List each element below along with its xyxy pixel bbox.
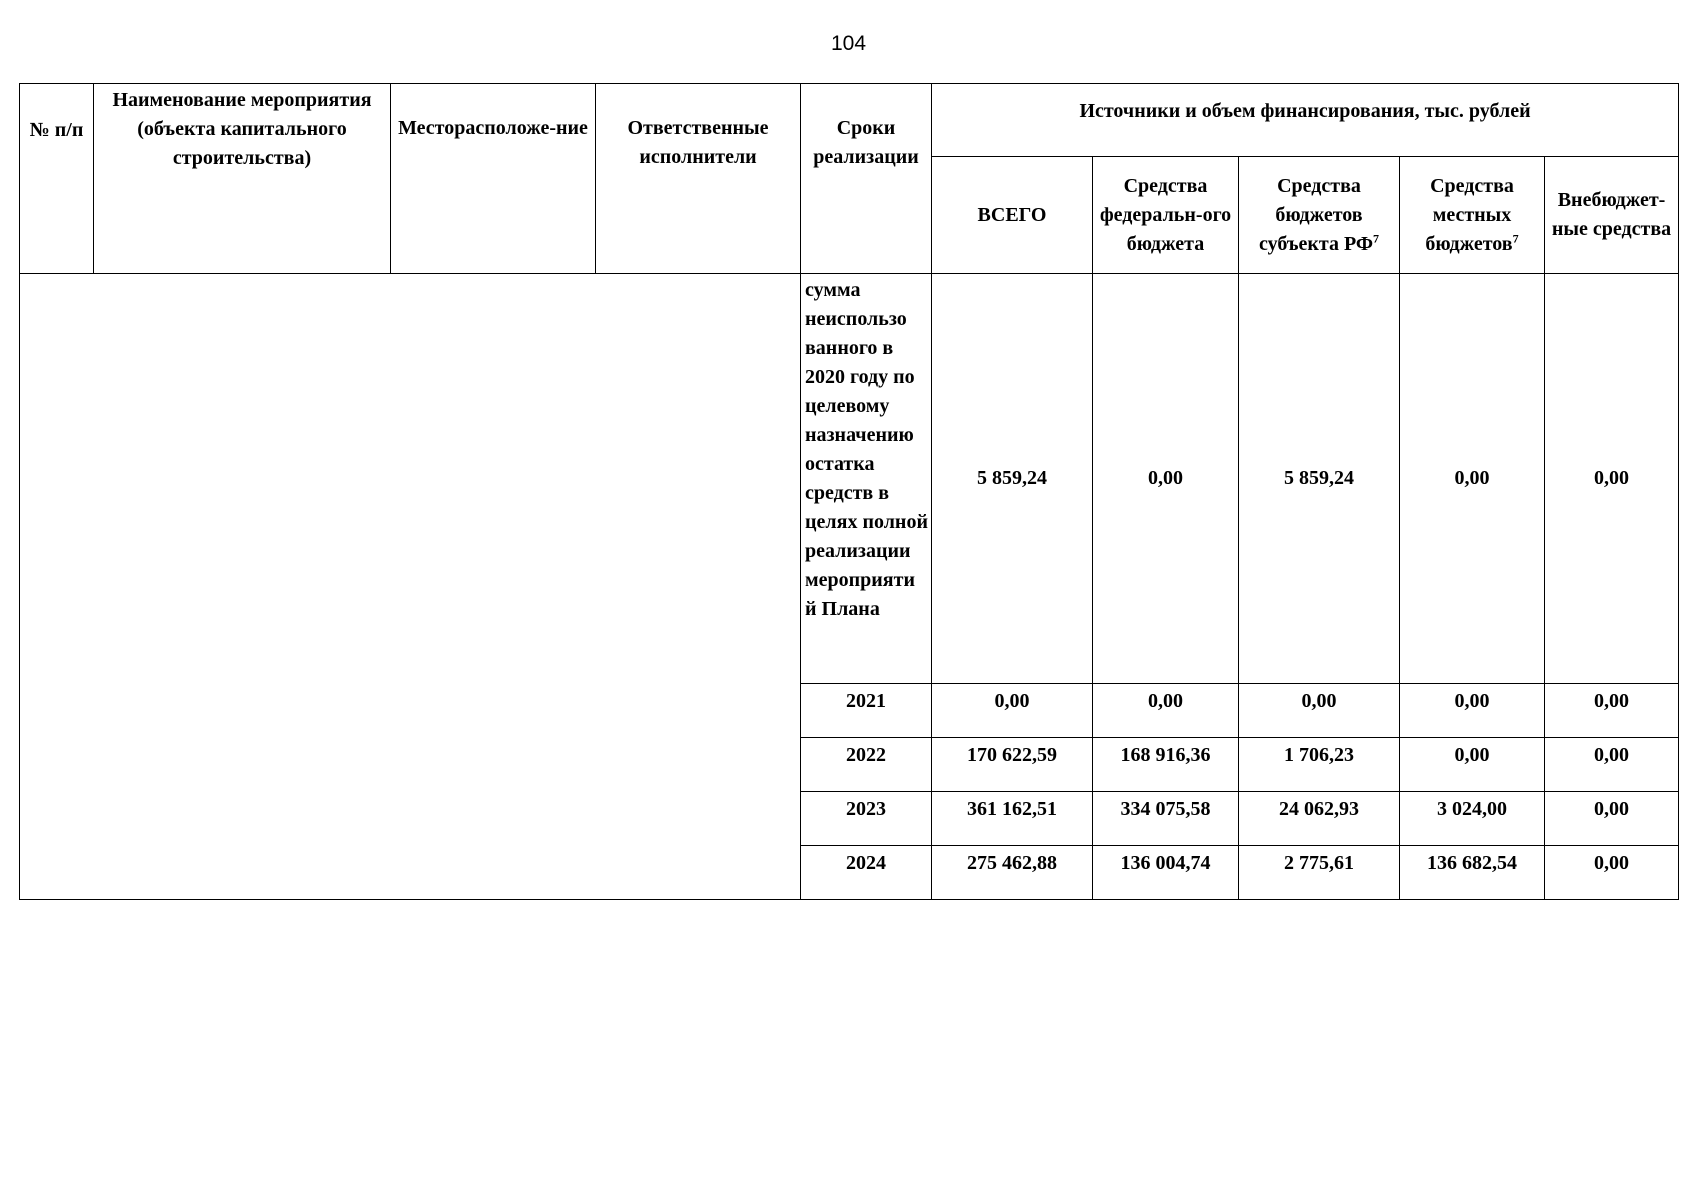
row-term: 2024 [801, 846, 932, 900]
row-federal: 0,00 [1093, 684, 1239, 738]
row-regional: 1 706,23 [1239, 738, 1400, 792]
row-total: 0,00 [932, 684, 1093, 738]
row-term: 2022 [801, 738, 932, 792]
header-regional [1239, 157, 1400, 274]
row-regional: 0,00 [1239, 684, 1400, 738]
header-regional-footnote: 7 [1373, 230, 1380, 245]
row-local: 3 024,00 [1400, 792, 1545, 846]
table-row [20, 274, 1679, 684]
row-regional: 5 859,24 [1239, 274, 1400, 684]
row-term: сумма неиспользо ванного в 2020 году по целевому назначению остатка средств в целях полной реализации мероприяти й Плана [801, 274, 932, 684]
row-total: 5 859,24 [932, 274, 1093, 684]
row-extra: 0,00 [1545, 738, 1679, 792]
header-extrabudget: Внебюджет-ные средства [1545, 157, 1679, 274]
row-regional: 2 775,61 [1239, 846, 1400, 900]
header-sources: Источники и объем финансирования, тыс. рублей [932, 84, 1679, 157]
row-total: 275 462,88 [932, 846, 1093, 900]
row-local: 0,00 [1400, 274, 1545, 684]
row-extra: 0,00 [1545, 792, 1679, 846]
row-extra: 0,00 [1545, 846, 1679, 900]
row-federal: 168 916,36 [1093, 738, 1239, 792]
header-total: ВСЕГО [932, 157, 1093, 274]
row-federal: 136 004,74 [1093, 846, 1239, 900]
row-total: 361 162,51 [932, 792, 1093, 846]
row-extra: 0,00 [1545, 274, 1679, 684]
header-name: Наименование мероприятия (объекта капитального строительства) [94, 84, 391, 274]
header-responsible: Ответственные исполнители [596, 84, 801, 274]
row-term: 2023 [801, 792, 932, 846]
header-federal: Средства федеральн-ого бюджета [1093, 157, 1239, 274]
row-local: 136 682,54 [1400, 846, 1545, 900]
row-federal: 0,00 [1093, 274, 1239, 684]
header-terms: Сроки реализации [801, 84, 932, 274]
header-num: № п/п [20, 84, 94, 274]
header-local [1400, 157, 1545, 274]
header-local-footnote: 7 [1512, 230, 1519, 245]
header-local-label: Средства местных бюджетов [1425, 174, 1514, 255]
row-local: 0,00 [1400, 684, 1545, 738]
header-regional-label: Средства бюджетов субъекта РФ [1258, 174, 1374, 255]
financing-table [19, 83, 1679, 900]
row-extra: 0,00 [1545, 684, 1679, 738]
merged-empty-cell [20, 274, 801, 900]
row-local: 0,00 [1400, 738, 1545, 792]
header-location: Месторасположе-ние [391, 84, 596, 274]
row-regional: 24 062,93 [1239, 792, 1400, 846]
row-term: 2021 [801, 684, 932, 738]
row-federal: 334 075,58 [1093, 792, 1239, 846]
row-total: 170 622,59 [932, 738, 1093, 792]
page-number: 104 [830, 32, 867, 55]
